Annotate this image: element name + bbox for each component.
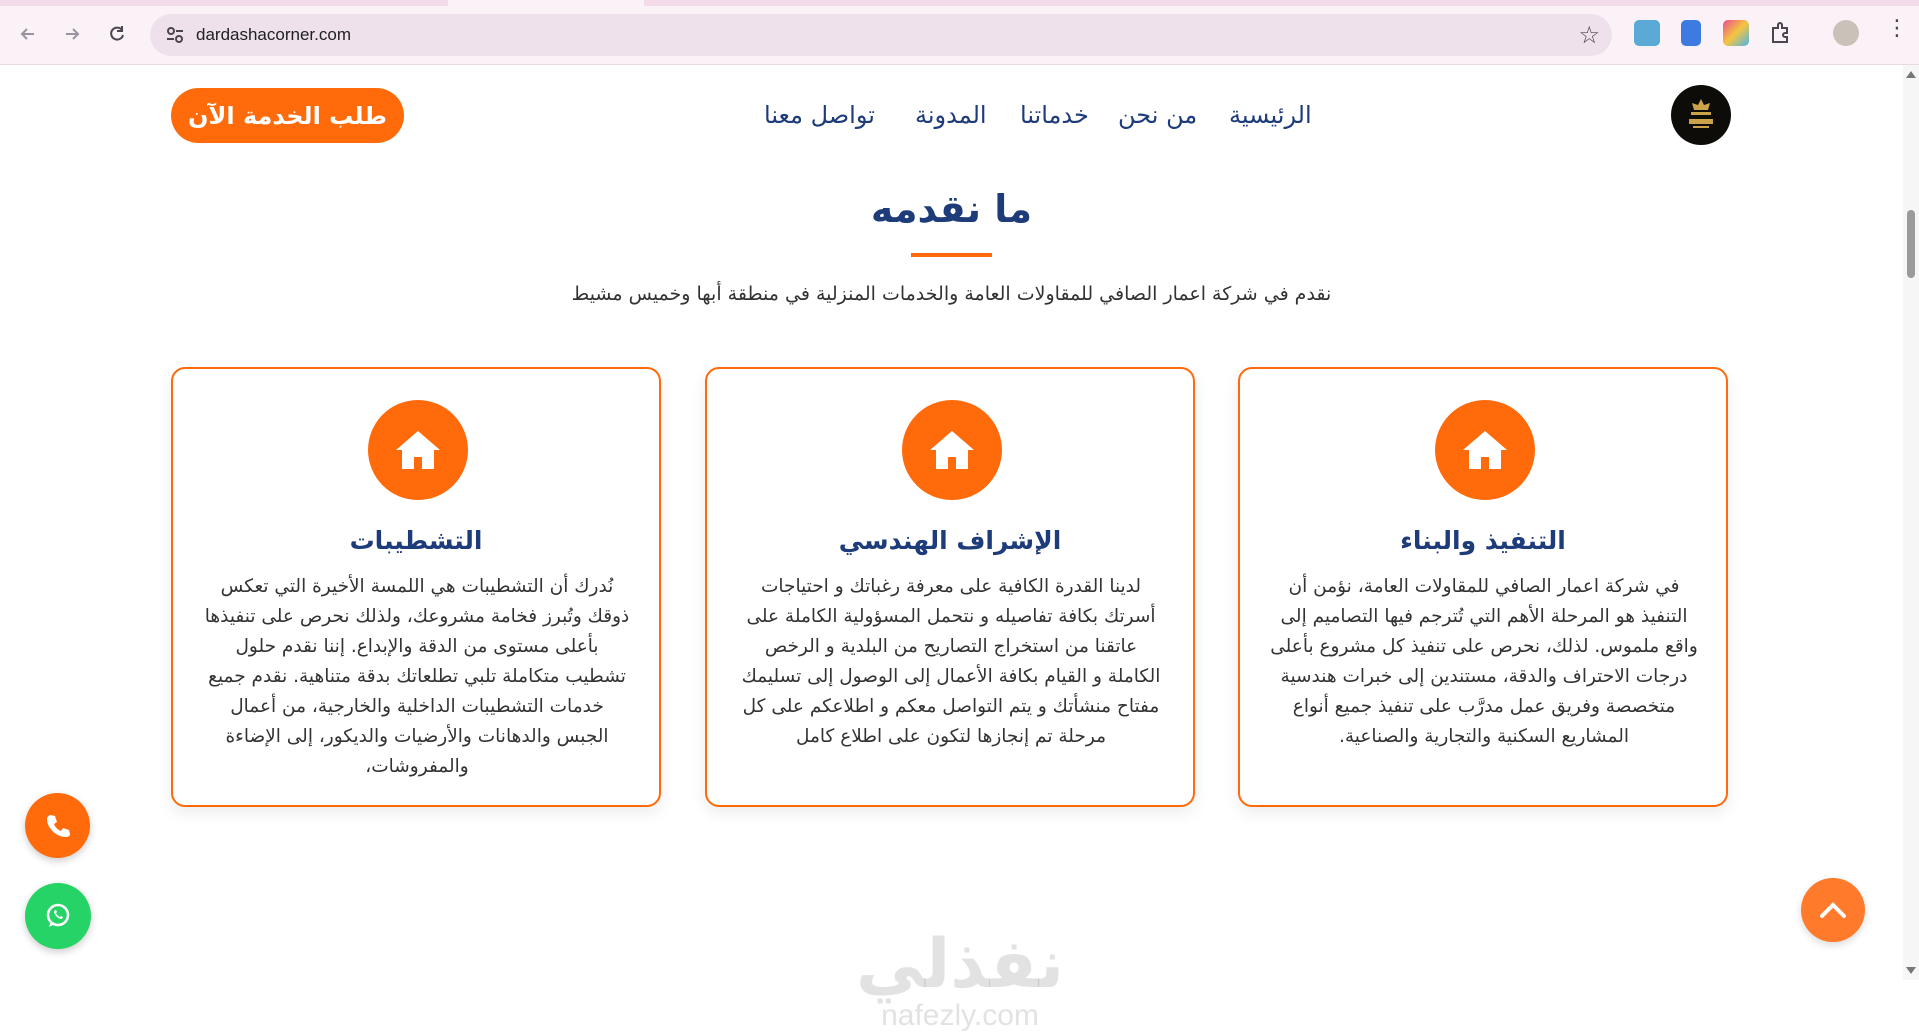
card-title: التنفيذ والبناء xyxy=(1400,526,1566,555)
url-text[interactable]: dardashacorner.com xyxy=(196,25,351,44)
nav-about[interactable]: من نحن xyxy=(1118,101,1198,129)
extension-icon-3[interactable] xyxy=(1723,20,1749,46)
bookmark-star-icon[interactable]: ☆ xyxy=(1578,21,1600,49)
nafezly-watermark xyxy=(850,925,1070,1032)
chevron-up-icon[interactable] xyxy=(1801,878,1865,942)
phone-icon[interactable] xyxy=(25,793,90,858)
profile-avatar[interactable] xyxy=(1833,20,1859,46)
address-bar[interactable] xyxy=(150,14,1612,56)
site-settings-icon[interactable] xyxy=(164,24,186,46)
service-card-finishing xyxy=(171,367,661,807)
reload-icon[interactable] xyxy=(101,18,133,50)
nav-blog[interactable]: المدونة xyxy=(915,101,987,129)
whatsapp-icon[interactable] xyxy=(25,883,91,949)
puzzle-icon[interactable] xyxy=(1768,20,1794,46)
section-subtitle: نقدم في شركة اعمار الصافي للمقاولات العامة والخدمات المنزلية في منطقة أبها وخميس مشيط xyxy=(571,283,1332,305)
web-page xyxy=(0,65,1903,1032)
home-icon xyxy=(1435,400,1535,500)
forward-icon[interactable] xyxy=(56,18,88,50)
back-icon[interactable] xyxy=(12,18,44,50)
card-title: التشطيبات xyxy=(349,526,483,555)
card-body: نُدرك أن التشطيبات هي اللمسة الأخيرة التي تعكس ذوقك وتُبرز فخامة مشروعك، ولذلك نحرص على تنفيذها بأعلى مستوى من الدقة والإبداع. إننا نقدم حلول تشطيب متكاملة تلبي تطلعاتك بدقة متناهية. نقدم جميع خدمات التشطيبات الداخلية والخارجية، من أعمال الجبس والدهانات والأرضيات والديكور، إلى الإضاءة والمفروشات، xyxy=(204,576,630,777)
extension-icon-2[interactable] xyxy=(1681,20,1701,46)
watermark-latin: nafezly.com xyxy=(881,999,1039,1032)
service-card-construction xyxy=(1238,367,1728,807)
request-service-button[interactable]: طلب الخدمة الآن xyxy=(171,88,404,143)
card-title: الإشراف الهندسي xyxy=(838,526,1062,555)
nav-home[interactable]: الرئيسية xyxy=(1229,101,1312,129)
title-underline xyxy=(911,253,992,257)
service-card-engineering-supervision xyxy=(705,367,1195,807)
scroll-down-arrow[interactable] xyxy=(1906,967,1916,974)
browser-toolbar xyxy=(0,0,1919,65)
company-logo[interactable] xyxy=(1671,85,1731,145)
section-title: ما نقدمه xyxy=(870,187,1033,231)
card-body: في شركة اعمار الصافي للمقاولات العامة، نؤمن أن التنفيذ هو المرحلة الأهم التي تُترجم فيها التصاميم إلى واقع ملموس. لذلك، نحرص على تنفيذ كل مشروع بأعلى درجات الاحتراف والدقة، مستندين إلى خبرات هندسية متخصصة وفريق عمل مدرَّب على تنفيذ جميع أنواع المشاريع السكنية والتجارية والصناعية. xyxy=(1270,576,1698,747)
active-tab[interactable] xyxy=(448,0,644,6)
nav-services[interactable]: خدماتنا xyxy=(1020,101,1089,129)
scroll-up-arrow[interactable] xyxy=(1906,71,1916,78)
nav-contact[interactable]: تواصل معنا xyxy=(764,101,875,129)
page-scrollbar[interactable] xyxy=(1903,65,1919,980)
scrollbar-thumb[interactable] xyxy=(1907,210,1915,278)
browser-menu-icon[interactable]: ⋮ xyxy=(1886,16,1908,41)
home-icon xyxy=(902,400,1002,500)
home-icon xyxy=(368,400,468,500)
extension-icon-1[interactable] xyxy=(1634,20,1660,46)
watermark-arabic: نفذلي xyxy=(855,925,1065,1004)
card-body: لدينا القدرة الكافية على معرفة رغباتك و احتياجات أسرتك بكافة تفاصيله و نتحمل المسؤولية الكاملة على عاتقنا من استخراج التصاريح من البلدية و الرخص الكاملة و القيام بكافة الأعمال إلى الوصول إلى تسليمك مفتاح منشأتك و يتم التواصل معكم و اطلاعكم على كل مرحلة تم إنجازها لتكون على اطلاع كامل xyxy=(741,576,1161,747)
tab-strip xyxy=(0,0,1919,6)
